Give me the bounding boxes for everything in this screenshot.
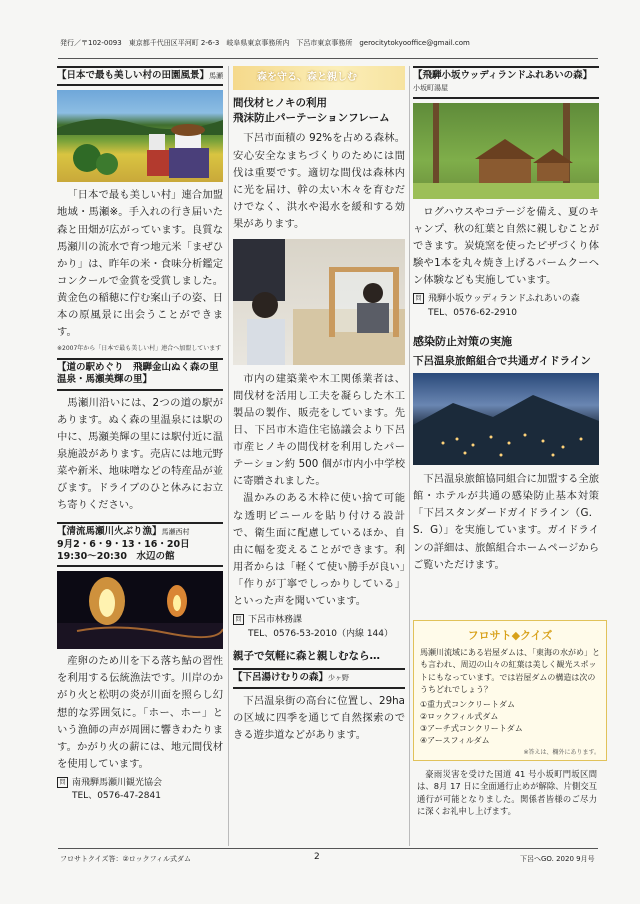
quiz-option: ④アースフィルダム	[420, 735, 490, 745]
quiz-option: ③アーチ式コンクリートダム	[420, 723, 523, 733]
quiz-option: ①重力式コンクリートダム	[420, 699, 516, 709]
contact-organization: 下呂市林務課	[248, 615, 303, 625]
article-title: 【道の駅めぐり 飛騨金山ぬく森の里温泉・馬瀬美輝の里】	[57, 358, 223, 391]
article-title	[57, 522, 223, 567]
column-right	[413, 66, 599, 574]
photo-fire-fishing	[57, 571, 223, 649]
column-divider	[228, 66, 229, 846]
photo-rice-field-scarecrows	[57, 90, 223, 182]
article-title-text: 【下呂湯けむりの森】	[233, 672, 329, 684]
partition-photo-illustration	[233, 239, 405, 365]
contact-phone: TEL、0576-47-2841	[72, 791, 161, 802]
article-footnote: ※2007年から「日本で最も美しい村」連合へ加盟しています	[57, 345, 222, 353]
article-body: 下呂温泉街の高台に位置し、29ha の区域に四季を通じて自然探索のできる遊歩道などがあります。	[233, 694, 405, 741]
article-body: 「日本で最も美しい村」連合加盟地域・馬瀬※。手入れの行き届いた森と田畑が広がっています。良質な馬瀬川の流水で育つ地元米「まぜひかり」は、昨年の米・食味分析鑑定コンクールで金賞を受賞しました。黄金色の稲穂に佇む案山子の姿、日本の原風景に出会うことができます。	[57, 189, 223, 338]
article-location-tag: 小坂町湯屋	[413, 84, 448, 93]
section-banner: 森を守る、森と親しむ	[233, 66, 405, 90]
contact-phone: TEL、0576-62-2910	[428, 307, 517, 318]
photo-onsen-town-night	[413, 373, 599, 465]
article-heading	[233, 96, 405, 126]
issue-label: 下呂へGO. 2020 9月号	[520, 855, 595, 863]
article-title-text: 【日本で最も美しい村の田園風景】	[57, 70, 210, 81]
article-location-tag: 馬瀬西村	[161, 528, 190, 537]
article-body: 産卵のため川を下る落ち鮎の習性を利用する伝統漁法です。川岸のかがり火と松明の炎が川面を照らし幻想的な雰囲気に。「ホー、ホー」という漁師の声が周囲に響きわたります。かがり火の薪には、地元間伐材を使用しています。	[57, 655, 223, 770]
contact-organization: 飛騨小坂ウッディランドふれあいの森	[428, 294, 580, 305]
contact-icon: 問	[413, 293, 424, 304]
article-location-tag: 少ヶ野	[328, 674, 350, 683]
event-dates: 9月2・6・9・13・16・20日	[57, 538, 190, 550]
log-cabin-photo-illustration	[413, 103, 599, 199]
contact-info	[233, 614, 405, 641]
contact-phone: TEL、0576-53-2010（内線 144）	[248, 628, 393, 639]
contact-info	[413, 293, 599, 320]
onsen-town-photo-illustration	[413, 373, 599, 465]
article-body: 馬瀬川沿いには、2つの道の駅があります。ぬく森の里温泉には駅の中に、馬瀬美輝の里には駅付近に温泉施設があります。売店には地元野菜や新米、地味噌などの特産品が並びます。ドライブのひと休みにお立ち寄りください。	[57, 396, 223, 512]
column-center	[233, 66, 405, 744]
furosato-quiz-box	[413, 620, 607, 761]
article-heading: 親子で気軽に森と親しむなら…	[233, 650, 380, 662]
quiz-options	[420, 699, 600, 747]
article-location-tag: 馬瀬	[209, 72, 224, 80]
contact-info	[57, 777, 223, 804]
heading-line: 飛沫防止パーテーションフレーム	[233, 112, 390, 125]
road-notice: 豪雨災害を受けた国道 41 号小坂町門坂区間は、8月 17 日に全面通行止めが解除、片側交互通行が可能となりました。関係者皆様のご尽力に深くお礼申し上げます。	[417, 769, 597, 817]
article-title	[413, 66, 599, 99]
contact-icon: 問	[233, 614, 244, 625]
article-title-text: 【清流馬瀬川火ぶり漁】	[57, 526, 162, 538]
heading-line: 間伐材ヒノキの利用	[233, 97, 327, 109]
photo-log-cabins-forest	[413, 103, 599, 199]
footer-rule	[58, 848, 598, 849]
photo-partition-frame	[233, 239, 405, 365]
page-number: 2	[314, 852, 320, 862]
article-body: 下呂温泉旅館協同組合に加盟する全旅館・ホテルが共通の感染防止基本対策「下呂スタンダードガイドライン（G．S．G）」を実施しています。ガイドラインの詳細は、旅館組合ホームページからご覧いただけます。	[413, 473, 599, 571]
event-time-venue: 19:30～20:30 水辺の館	[57, 550, 175, 562]
article-title	[57, 66, 223, 86]
quiz-answer-footer: フロサトクイズ答：②ロックフィル式ダム	[60, 855, 192, 863]
article-body: 下呂市面積の 92%を占める森林。安心安全なまちづくりのためには間伐は重要です。適切な間伐は森林内に光を届け、幹の太い木々を育むだけでなく、洪水や渇水を緩和する効果があります。	[233, 132, 405, 230]
publisher-header: 発行／〒102-0093 東京都千代田区平河町 2-6-3 岐阜県東京事務所内 下呂市東京事務所 gerocitytokyooffice@gmail.com	[60, 39, 470, 47]
article-body: 温かみのある木枠に使い捨て可能な透明ビニールを貼り付ける設計で、衛生面に配慮しているほか、自由に幅を変えることができます。利用者からは「軽くて使い勝手が良い」「作りが丁寧でしっかりしている」といった声を聞いています。	[233, 492, 405, 607]
column-left	[57, 66, 223, 804]
article-title-text: 【飛騨小坂ウッディランドふれあいの森】	[413, 70, 593, 81]
quiz-question: 馬瀬川流域にある岩屋ダムは、「東海の水がめ」とも言われ、周辺の山々の紅葉は美しく観光スポットにもなっています。では岩屋ダムの構造は次のうちどれでしょう？	[420, 648, 600, 695]
column-divider	[409, 66, 410, 846]
quiz-option: ②ロックフィル式ダム	[420, 711, 499, 721]
quiz-title: フロサト◆クイズ	[467, 629, 553, 642]
fire-fishing-photo-illustration	[57, 571, 223, 649]
article-heading: 感染防止対策の実施	[413, 335, 512, 349]
scarecrow-photo-illustration	[57, 90, 223, 182]
contact-organization: 南飛騨馬瀬川観光協会	[72, 777, 163, 788]
article-body: ログハウスやコテージを備え、夏のキャンプ、秋の紅葉と自然に親しむことができます。炭焼窯を使ったピザづくり体験や1本を丸々焼き上げるバームクーヘン体験なども実施しています。	[413, 205, 599, 286]
quiz-note: ※答えは、欄外にあります。	[523, 748, 600, 756]
article-body: 市内の建築業や木工関係業者は、間伐材を活用し工夫を凝らした木工製品の製作、販売をしています。先日、下呂市木造住宅協議会より下呂市産ヒノキの間伐材を利用したパーテーション約 500 個が市内小中学校に寄贈されました。	[233, 372, 405, 488]
contact-icon: 問	[57, 777, 68, 788]
article-title	[233, 668, 405, 688]
header-rule	[58, 58, 598, 59]
article-subheading: 下呂温泉旅館組合で共通ガイドライン	[413, 355, 591, 368]
